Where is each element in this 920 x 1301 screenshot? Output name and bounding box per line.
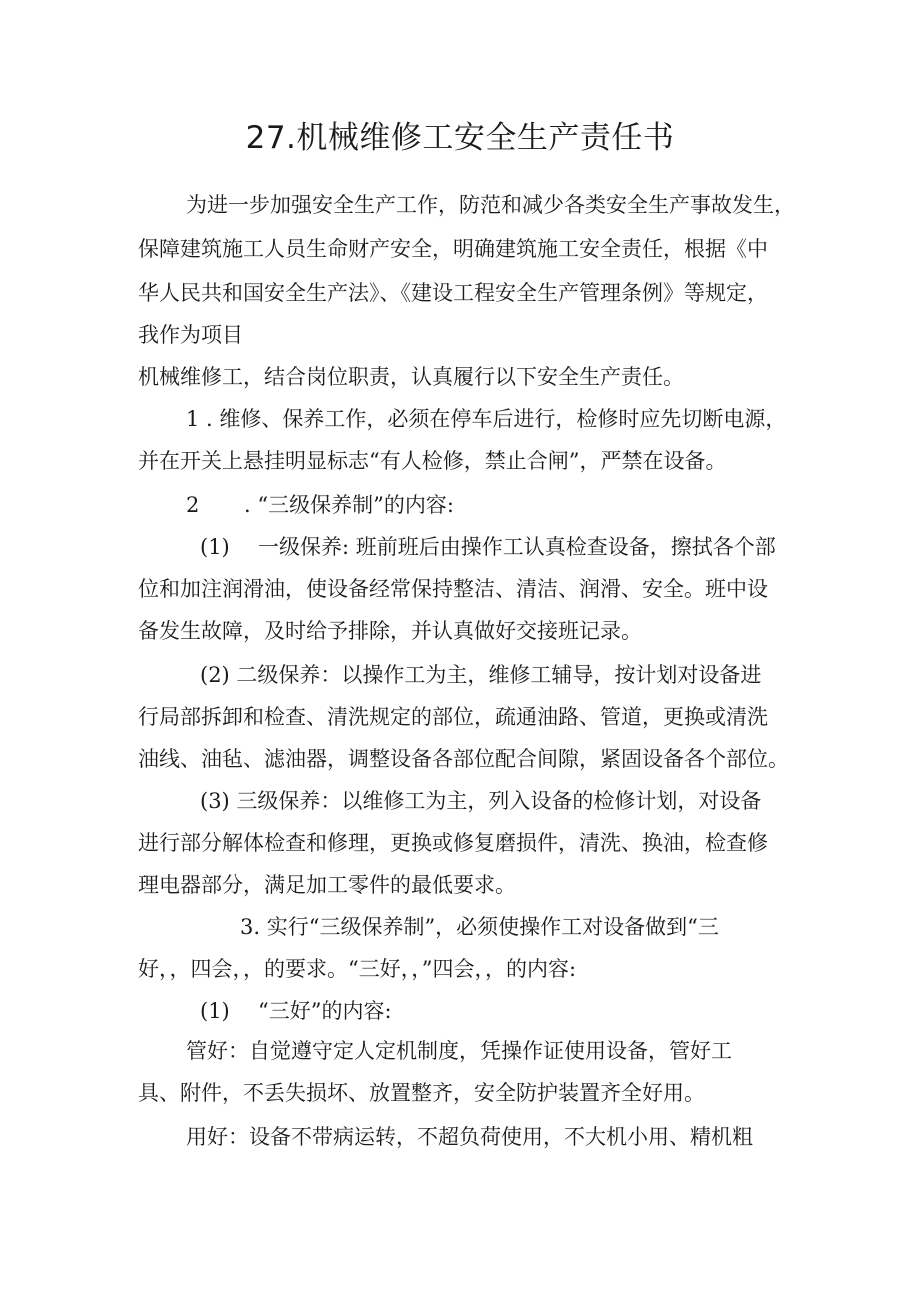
- document-title: 27.机械维修工安全生产责任书: [245, 120, 675, 156]
- intro-line-3: 华人民共和国安全生产法》、《建设工程安全生产管理条例》等规定，: [138, 281, 768, 305]
- sub1-label: (1): [200, 999, 230, 1023]
- level1-label: (1): [200, 535, 230, 559]
- level2-line-2: 行局部拆卸和检查、清洗规定的部位，疏通油路、管道，更换或清洗: [138, 705, 768, 729]
- item2-text: . “三级保养制”的内容:: [244, 493, 454, 517]
- intro-line-2: 保障建筑施工人员生命财产安全，明确建筑施工安全责任，根据《中: [138, 237, 768, 261]
- level1-line-1: 一级保养: 班前班后由操作工认真检查设备，擦拭各个部: [258, 535, 776, 559]
- level2-line-1: (2) 二级保养：以操作工为主，维修工辅导，按计划对设备进: [200, 663, 762, 687]
- intro-line-5: 机械维修工，结合岗位职责，认真履行以下安全生产责任。: [138, 365, 684, 389]
- intro-line-4: 我作为项目: [138, 323, 243, 347]
- level1-line-2: 位和加注润滑油，使设备经常保持整洁、清洁、润滑、安全。班中设: [138, 577, 768, 601]
- item3-line-2: 好，，四会，，的要求。“三好，，”四会，，的内容:: [138, 957, 577, 981]
- item2-number: 2: [186, 493, 200, 517]
- guanhao-line-2: 具、附件，不丢失损坏、放置整齐，安全防护装置齐全好用。: [138, 1081, 705, 1105]
- level2-line-3: 油线、油毡、滤油器，调整设备各部位配合间隙，紧固设备各个部位。: [138, 747, 789, 771]
- item3-line-1: 3. 实行“三级保养制”，必须使操作工对设备做到“三: [240, 915, 719, 939]
- level3-line-1: (3) 三级保养：以维修工为主，列入设备的检修计划，对设备: [200, 789, 762, 813]
- sub1-text: “三好”的内容:: [258, 999, 392, 1023]
- intro-line-1: 为进一步加强安全生产工作，防范和减少各类安全生产事故发生，: [186, 193, 795, 217]
- guanhao-line-1: 管好：自觉遵守定人定机制度，凭操作证使用设备，管好工: [186, 1039, 732, 1063]
- level1-line-3: 备发生故障，及时给予排除，并认真做好交接班记录。: [138, 619, 642, 643]
- yonghao-line-1: 用好：设备不带病运转，不超负荷使用，不大机小用、精机粗: [186, 1125, 753, 1149]
- item1-line-1: 1 . 维修、保养工作，必须在停车后进行，检修时应先切断电源，: [186, 407, 787, 431]
- level3-line-2: 进行部分解体检查和修理，更换或修复磨损件，清洗、换油，检查修: [138, 831, 768, 855]
- item1-line-2: 并在开关上悬挂明显标志“有人检修，禁止合闸”，严禁在设备。: [138, 449, 727, 473]
- level3-line-3: 理电器部分，满足加工零件的最低要求。: [138, 873, 516, 897]
